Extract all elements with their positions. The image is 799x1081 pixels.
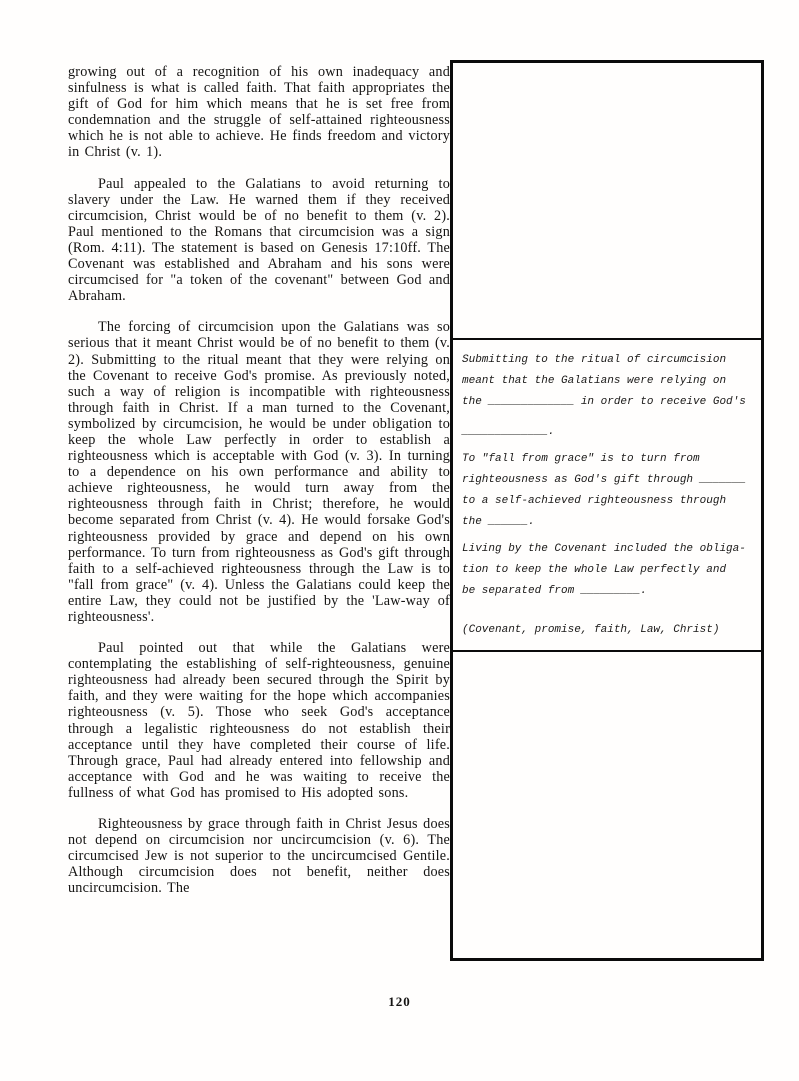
paragraph-paul-appealed: Paul appealed to the Galatians to avoid returning to slavery under the Law. He warned them if they received circumcision, Christ would be of no benefit to them (v. 2). Paul mentioned to the Romans that circumcision was a sign (Rom. 4:11). The statement is based on Genesis 17:10ff. The Covenant was established and Abraham and his sons were circumcised for "a token of the covenant" between God and Abraham. <box>68 175 450 305</box>
question-2 <box>462 449 757 533</box>
question-1-line: the _____________ in order to receive God's <box>462 396 746 408</box>
question-2-line: righteousness as God's gift through _______ <box>462 474 746 486</box>
paragraph-paul-pointed-out: Paul pointed out that while the Galatians were contemplating the establishing of self-righteousness, genuine righteousness had already been secured through the Spirit by faith, and they were waiting for the hope which accompanies righteousness (v. 5). Those who seek God's acceptance through a legalistic righteousness do not establish their acceptance until they have completed their course of life. Through grace, Paul had already entered into fellowship and acceptance with God and he was waiting to receive the fullness of what God has promised to His adopted sons. <box>68 640 450 801</box>
empty-answer-box-top <box>453 63 761 340</box>
empty-answer-box-bottom <box>453 652 761 958</box>
question-1-blank-line: _____________. <box>462 426 555 438</box>
answer-panel <box>450 60 764 961</box>
question-3 <box>462 539 757 602</box>
paragraph-faith-continued: growing out of a recognition of his own inadequacy and sinfulness is what is called faith. That faith appropriates the gift of God for him which means that he is set free from condemnation and the struggle of self-attained righteousness which he is not able to achieve. He finds freedom and victory in Christ (v. 1). <box>68 64 450 161</box>
question-3-line: tion to keep the whole Law perfectly and <box>462 564 727 576</box>
fill-in-questions-box <box>453 340 761 652</box>
question-3-line: be separated from _________. <box>462 585 647 597</box>
body-text-column <box>68 64 450 912</box>
question-1 <box>462 350 757 443</box>
paragraph-righteousness-by-grace: Righteousness by grace through faith in Christ Jesus does not depend on circumcision nor uncircumcision (v. 6). The circumcised Jew is not superior to the uncircumcised Gentile. Although circumcision does not benefit, neither does uncircumcision. The <box>68 816 450 897</box>
page-number: 120 <box>388 994 411 1009</box>
question-1-line: Submitting to the ritual of circumcision <box>462 354 727 366</box>
paragraph-forcing-circumcision: The forcing of circumcision upon the Galatians was so serious that it meant Christ would be of no benefit to them (v. 2). Submitting to the ritual meant that they were relying on the Covenant to receive God's promise. As previously noted, such a way of religion is incompatible with righteousness through faith in Christ. If a man turned to the Covenant, symbolized by circumcision, he would be under obligation to keep the whole Law perfectly in order to establish a righteousness which is acceptable with God (v. 3). In turning to a dependence on his own performance and ability to achieve righteousness, he would turn away from the righteousness through faith in Christ; therefore, he would become separated from Christ (v. 4). He would forsake God's righteousness provided by grace and depend on his own performance. To turn from righteousness as God's gift through faith to a self-achieved righteousness through the Law is to "fall from grace" (v. 4). Unless the Galatians could keep the entire Law, they could not be justified by the 'Law-way of righteousness'. <box>68 319 450 625</box>
question-2-line: To "fall from grace" is to turn from <box>462 453 700 465</box>
word-bank: (Covenant, promise, faith, Law, Christ) <box>462 624 720 636</box>
question-3-line: Living by the Covenant included the obliga- <box>462 543 746 555</box>
question-2-line: to a self-achieved righteousness through <box>462 495 727 507</box>
question-2-line: the ______. <box>462 516 535 528</box>
question-1-line: meant that the Galatians were relying on <box>462 375 727 387</box>
